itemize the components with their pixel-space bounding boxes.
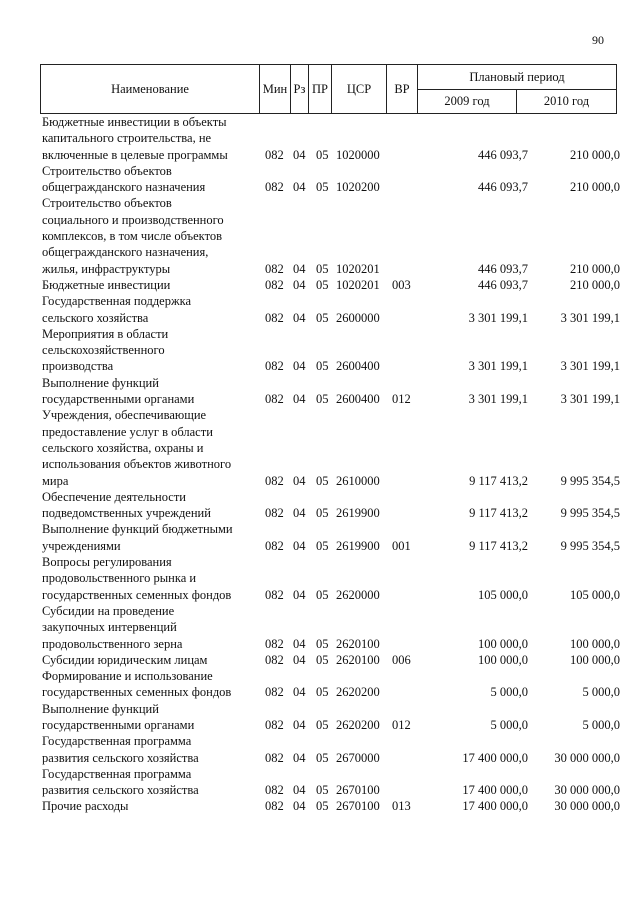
row-value-2010: 30 000 000,0 <box>554 783 620 798</box>
row-name: Вопросы регулирования продовольственного рынка и государственных семенных фондов <box>42 555 232 602</box>
row-name: Прочие расходы <box>42 799 129 814</box>
row-value-2010: 210 000,0 <box>570 147 620 162</box>
row-value-2010: 5 000,0 <box>582 717 620 732</box>
table-row <box>40 603 620 652</box>
table-row <box>40 521 620 554</box>
table-row <box>40 163 620 196</box>
row-min: 082 <box>265 799 284 814</box>
table-row <box>40 668 620 701</box>
row-pr: 05 <box>316 636 329 651</box>
row-value-2010: 5 000,0 <box>582 685 620 700</box>
row-value-2009: 446 093,7 <box>478 261 528 276</box>
table-row <box>40 407 620 488</box>
table-body <box>40 114 620 815</box>
header-planned-period: Плановый период <box>418 65 617 90</box>
row-value-2009: 100 000,0 <box>478 636 528 651</box>
table-row <box>40 195 620 276</box>
header-min: Мин <box>260 65 291 114</box>
row-rz: 04 <box>293 147 306 162</box>
row-pr: 05 <box>316 310 329 325</box>
row-value-2009: 5 000,0 <box>490 717 528 732</box>
row-rz: 04 <box>293 750 306 765</box>
row-value-2009: 5 000,0 <box>490 685 528 700</box>
table-row <box>40 766 620 799</box>
table-row <box>40 733 620 766</box>
row-csr: 2619900 <box>336 538 380 553</box>
row-value-2009: 100 000,0 <box>478 652 528 667</box>
row-name: Субсидии на проведение закупочных интервенций продовольственного зерна <box>42 603 183 651</box>
row-name: Субсидии юридическим лицам <box>42 652 208 667</box>
row-min: 082 <box>265 750 284 765</box>
row-min: 082 <box>265 652 284 667</box>
row-pr: 05 <box>316 587 329 602</box>
row-rz: 04 <box>293 277 306 292</box>
row-rz: 04 <box>293 310 306 325</box>
header-rz: Рз <box>291 65 309 114</box>
row-min: 082 <box>265 473 284 488</box>
row-value-2009: 105 000,0 <box>478 587 528 602</box>
row-name: Бюджетные инвестиции в объекты капитального строительства, не включенные в целевые программы <box>42 115 228 162</box>
row-value-2009: 9 117 413,2 <box>469 473 528 488</box>
row-value-2009: 3 301 199,1 <box>468 359 528 374</box>
row-rz: 04 <box>293 392 306 407</box>
table-row <box>40 554 620 603</box>
row-rz: 04 <box>293 261 306 276</box>
row-pr: 05 <box>316 717 329 732</box>
row-csr: 2670100 <box>336 783 380 798</box>
row-rz: 04 <box>293 799 306 814</box>
row-csr: 2670100 <box>336 799 380 814</box>
row-min: 082 <box>265 506 284 521</box>
row-value-2010: 105 000,0 <box>570 587 620 602</box>
header-csr: ЦСР <box>332 65 387 114</box>
row-pr: 05 <box>316 750 329 765</box>
row-value-2009: 9 117 413,2 <box>469 506 528 521</box>
row-pr: 05 <box>316 147 329 162</box>
row-csr: 1020201 <box>336 277 380 292</box>
row-name: Обеспечение деятельности подведомственных учреждений <box>42 489 211 521</box>
table-row <box>40 489 620 522</box>
row-value-2009: 446 093,7 <box>478 180 528 195</box>
table-row <box>40 798 620 814</box>
row-csr: 2620100 <box>336 652 380 667</box>
row-rz: 04 <box>293 783 306 798</box>
header-name: Наименование <box>41 65 260 114</box>
row-value-2009: 9 117 413,2 <box>469 538 528 553</box>
row-name: Строительство объектов социального и производственного комплексов, в том числе объектов общегражданского назначения, жилья, инфраструктуры <box>42 196 224 276</box>
table-row <box>40 375 620 408</box>
row-pr: 05 <box>316 180 329 195</box>
row-pr: 05 <box>316 799 329 814</box>
row-value-2010: 30 000 000,0 <box>554 750 620 765</box>
row-csr: 2600000 <box>336 310 380 325</box>
row-csr: 2620200 <box>336 717 380 732</box>
row-min: 082 <box>265 685 284 700</box>
row-name: Бюджетные инвестиции <box>42 277 171 292</box>
row-pr: 05 <box>316 506 329 521</box>
row-min: 082 <box>265 147 284 162</box>
row-name: Государственная программа развития сельского хозяйства <box>42 734 199 765</box>
row-value-2009: 446 093,7 <box>478 277 528 292</box>
row-min: 082 <box>265 538 284 553</box>
row-csr: 2620100 <box>336 636 380 651</box>
header-year-2010: 2010 год <box>517 89 617 114</box>
row-csr: 2610000 <box>336 473 380 488</box>
row-csr: 1020200 <box>336 180 380 195</box>
row-csr: 2600400 <box>336 359 380 374</box>
row-value-2010: 3 301 199,1 <box>560 359 620 374</box>
row-rz: 04 <box>293 685 306 700</box>
row-name: Строительство объектов общегражданского назначения <box>42 163 206 195</box>
table-row <box>40 701 620 734</box>
row-vr: 013 <box>392 799 411 814</box>
row-csr: 1020201 <box>336 261 380 276</box>
row-name: Мероприятия в области сельскохозяйственного производства <box>42 326 169 374</box>
header-year-2009: 2009 год <box>418 89 517 114</box>
row-value-2010: 3 301 199,1 <box>560 310 620 325</box>
row-rz: 04 <box>293 506 306 521</box>
row-pr: 05 <box>316 392 329 407</box>
row-name: Выполнение функций государственными органами <box>42 701 195 732</box>
row-vr: 012 <box>392 392 411 407</box>
row-pr: 05 <box>316 783 329 798</box>
row-min: 082 <box>265 636 284 651</box>
row-name: Формирование и использование государственных семенных фондов <box>42 669 232 700</box>
row-min: 082 <box>265 359 284 374</box>
row-pr: 05 <box>316 652 329 667</box>
row-name: Государственная программа развития сельского хозяйства <box>42 766 199 798</box>
row-rz: 04 <box>293 359 306 374</box>
row-csr: 2619900 <box>336 506 380 521</box>
row-name: Выполнение функций государственными органами <box>42 375 195 407</box>
row-vr: 001 <box>392 538 411 553</box>
row-value-2010: 9 995 354,5 <box>560 538 620 553</box>
row-value-2010: 30 000 000,0 <box>554 799 620 814</box>
row-csr: 2670000 <box>336 750 380 765</box>
row-rz: 04 <box>293 180 306 195</box>
row-pr: 05 <box>316 685 329 700</box>
row-min: 082 <box>265 261 284 276</box>
row-value-2010: 210 000,0 <box>570 180 620 195</box>
row-min: 082 <box>265 310 284 325</box>
header-pr: ПР <box>309 65 332 114</box>
row-value-2010: 100 000,0 <box>570 636 620 651</box>
row-pr: 05 <box>316 473 329 488</box>
table-row <box>40 326 620 375</box>
row-pr: 05 <box>316 359 329 374</box>
row-name: Выполнение функций бюджетными учреждениями <box>42 522 233 553</box>
row-rz: 04 <box>293 538 306 553</box>
row-vr: 006 <box>392 652 411 667</box>
row-min: 082 <box>265 277 284 292</box>
row-value-2009: 17 400 000,0 <box>462 750 528 765</box>
table-header <box>40 64 616 114</box>
row-value-2010: 9 995 354,5 <box>560 506 620 521</box>
row-value-2010: 100 000,0 <box>570 652 620 667</box>
row-value-2010: 210 000,0 <box>570 277 620 292</box>
table-row <box>40 114 620 163</box>
row-csr: 1020000 <box>336 147 380 162</box>
row-value-2009: 17 400 000,0 <box>462 799 528 814</box>
row-vr: 003 <box>392 277 411 292</box>
row-csr: 2600400 <box>336 392 380 407</box>
row-pr: 05 <box>316 261 329 276</box>
row-name: Учреждения, обеспечивающие предоставление услуг в области сельского хозяйства, охраны и использования объектов животного мира <box>42 408 232 488</box>
row-rz: 04 <box>293 652 306 667</box>
row-value-2010: 210 000,0 <box>570 261 620 276</box>
row-pr: 05 <box>316 538 329 553</box>
row-min: 082 <box>265 783 284 798</box>
row-rz: 04 <box>293 717 306 732</box>
row-value-2009: 3 301 199,1 <box>468 392 528 407</box>
row-csr: 2620000 <box>336 587 380 602</box>
row-rz: 04 <box>293 636 306 651</box>
row-rz: 04 <box>293 587 306 602</box>
row-csr: 2620200 <box>336 685 380 700</box>
header-vr: ВР <box>387 65 418 114</box>
row-min: 082 <box>265 587 284 602</box>
row-value-2009: 446 093,7 <box>478 147 528 162</box>
row-value-2010: 3 301 199,1 <box>560 392 620 407</box>
row-min: 082 <box>265 717 284 732</box>
row-rz: 04 <box>293 473 306 488</box>
row-value-2009: 3 301 199,1 <box>468 310 528 325</box>
row-value-2010: 9 995 354,5 <box>560 473 620 488</box>
row-min: 082 <box>265 180 284 195</box>
row-vr: 012 <box>392 717 411 732</box>
table-row <box>40 652 620 668</box>
row-value-2009: 17 400 000,0 <box>462 783 528 798</box>
row-name: Государственная поддержка сельского хозяйства <box>42 294 192 325</box>
page-number: 90 <box>592 33 604 47</box>
table-row <box>40 277 620 293</box>
row-min: 082 <box>265 392 284 407</box>
table-row <box>40 293 620 326</box>
row-pr: 05 <box>316 277 329 292</box>
